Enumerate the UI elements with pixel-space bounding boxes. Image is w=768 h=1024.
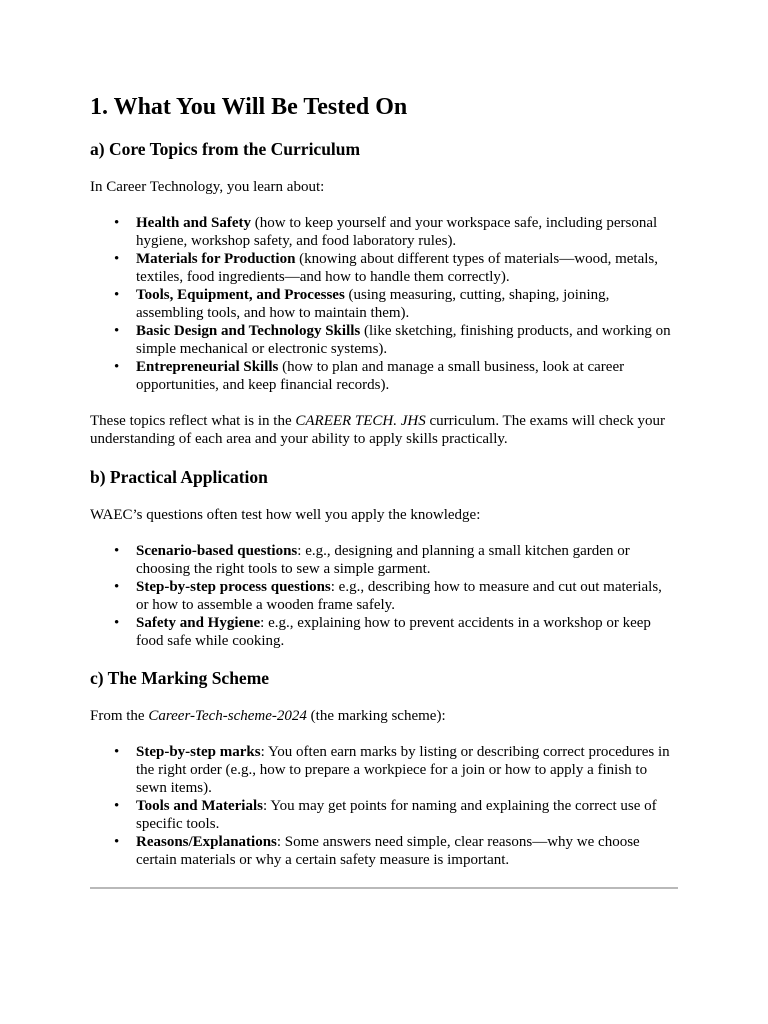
page-title: 1. What You Will Be Tested On: [90, 94, 408, 120]
bullet-icon: •: [114, 744, 120, 760]
list-item-text: (how to plan and manage a small business, look at career opportunities, and keep financial records).: [136, 359, 625, 393]
section-a-closing: [90, 412, 678, 448]
curriculum-name: CAREER TECH. JHS: [295, 413, 426, 429]
section-b-title: b) Practical Application: [90, 467, 268, 487]
list-item-text: (how to keep yourself and your workspace safe, including personal hygiene, workshop safety, and food laboratory rules).: [136, 215, 658, 249]
list-item: [114, 833, 678, 869]
list-item-term: Tools, Equipment, and Processes: [136, 287, 345, 303]
list-item-text: : e.g., designing and planning a small kitchen garden or choosing the right tools to sew a simple garment.: [136, 543, 630, 577]
section-b-intro: WAEC’s questions often test how well you apply the knowledge:: [90, 507, 481, 523]
bullet-icon: •: [114, 834, 120, 850]
list-item-term: Health and Safety: [136, 215, 252, 231]
bullet-icon: •: [114, 323, 120, 339]
list-item-text: (using measuring, cutting, shaping, joining, assembling tools, and how to maintain them).: [136, 287, 610, 321]
bullet-icon: •: [114, 251, 120, 267]
list-item: [114, 322, 678, 358]
bullet-icon: •: [114, 579, 120, 595]
section-c-list: [90, 743, 678, 869]
bullet-icon: •: [114, 798, 120, 814]
closing-text: These topics reflect what is in the: [90, 413, 296, 429]
section-b-list: [90, 542, 678, 650]
list-item-term: Tools and Materials: [136, 798, 263, 814]
list-item: [114, 578, 678, 614]
section-a-title: a) Core Topics from the Curriculum: [90, 139, 361, 159]
section-a-intro: In Career Technology, you learn about:: [90, 179, 325, 195]
list-item: [114, 214, 678, 250]
horizontal-divider: [90, 887, 678, 889]
list-item-term: Basic Design and Technology Skills: [136, 323, 361, 339]
list-item-term: Materials for Production: [136, 251, 296, 267]
list-item: [114, 797, 678, 833]
intro-text: From the: [90, 708, 149, 724]
list-item: [114, 250, 678, 286]
list-item-text: : You often earn marks by listing or describing correct procedures in the right order (e.g., how to prepare a workpiece for a join or how to apply a finish to sewn items).: [136, 744, 670, 796]
list-item-term: Step-by-step process questions: [136, 579, 331, 595]
list-item: [114, 743, 678, 797]
section-a-list: [90, 214, 678, 394]
list-item-text: : e.g., describing how to measure and cut out materials, or how to assemble a wooden frame safely.: [136, 579, 662, 613]
scheme-name: Career-Tech-scheme-2024: [148, 708, 307, 724]
list-item-term: Reasons/Explanations: [136, 834, 277, 850]
list-item: [114, 614, 678, 650]
bullet-icon: •: [114, 215, 120, 231]
section-c-intro: [90, 707, 678, 725]
intro-text: (the marking scheme):: [306, 708, 446, 724]
list-item-text: (knowing about different types of materials—wood, metals, textiles, food ingredients—and how to handle them correctly).: [136, 251, 658, 285]
list-item-term: Safety and Hygiene: [136, 615, 261, 631]
list-item-text: : You may get points for naming and explaining the correct use of specific tools.: [136, 798, 657, 832]
bullet-icon: •: [114, 543, 120, 559]
list-item: [114, 542, 678, 578]
list-item-text: : e.g., explaining how to prevent accidents in a workshop or keep food safe while cooking.: [136, 615, 651, 649]
bullet-icon: •: [114, 615, 120, 631]
bullet-icon: •: [114, 359, 120, 375]
closing-text: curriculum. The exams will check your understanding of each area and your ability to apply skills practically.: [90, 413, 665, 447]
list-item-term: Scenario-based questions: [136, 543, 298, 559]
list-item-term: Entrepreneurial Skills: [136, 359, 279, 375]
list-item-term: Step-by-step marks: [136, 744, 261, 760]
list-item: [114, 358, 678, 394]
list-item: [114, 286, 678, 322]
bullet-icon: •: [114, 287, 120, 303]
section-c-title: c) The Marking Scheme: [90, 668, 270, 688]
list-item-text: (like sketching, finishing products, and working on simple mechanical or electronic systems).: [136, 323, 671, 357]
list-item-text: : Some answers need simple, clear reasons—why we choose certain materials or why a certain safety measure is important.: [136, 834, 640, 868]
